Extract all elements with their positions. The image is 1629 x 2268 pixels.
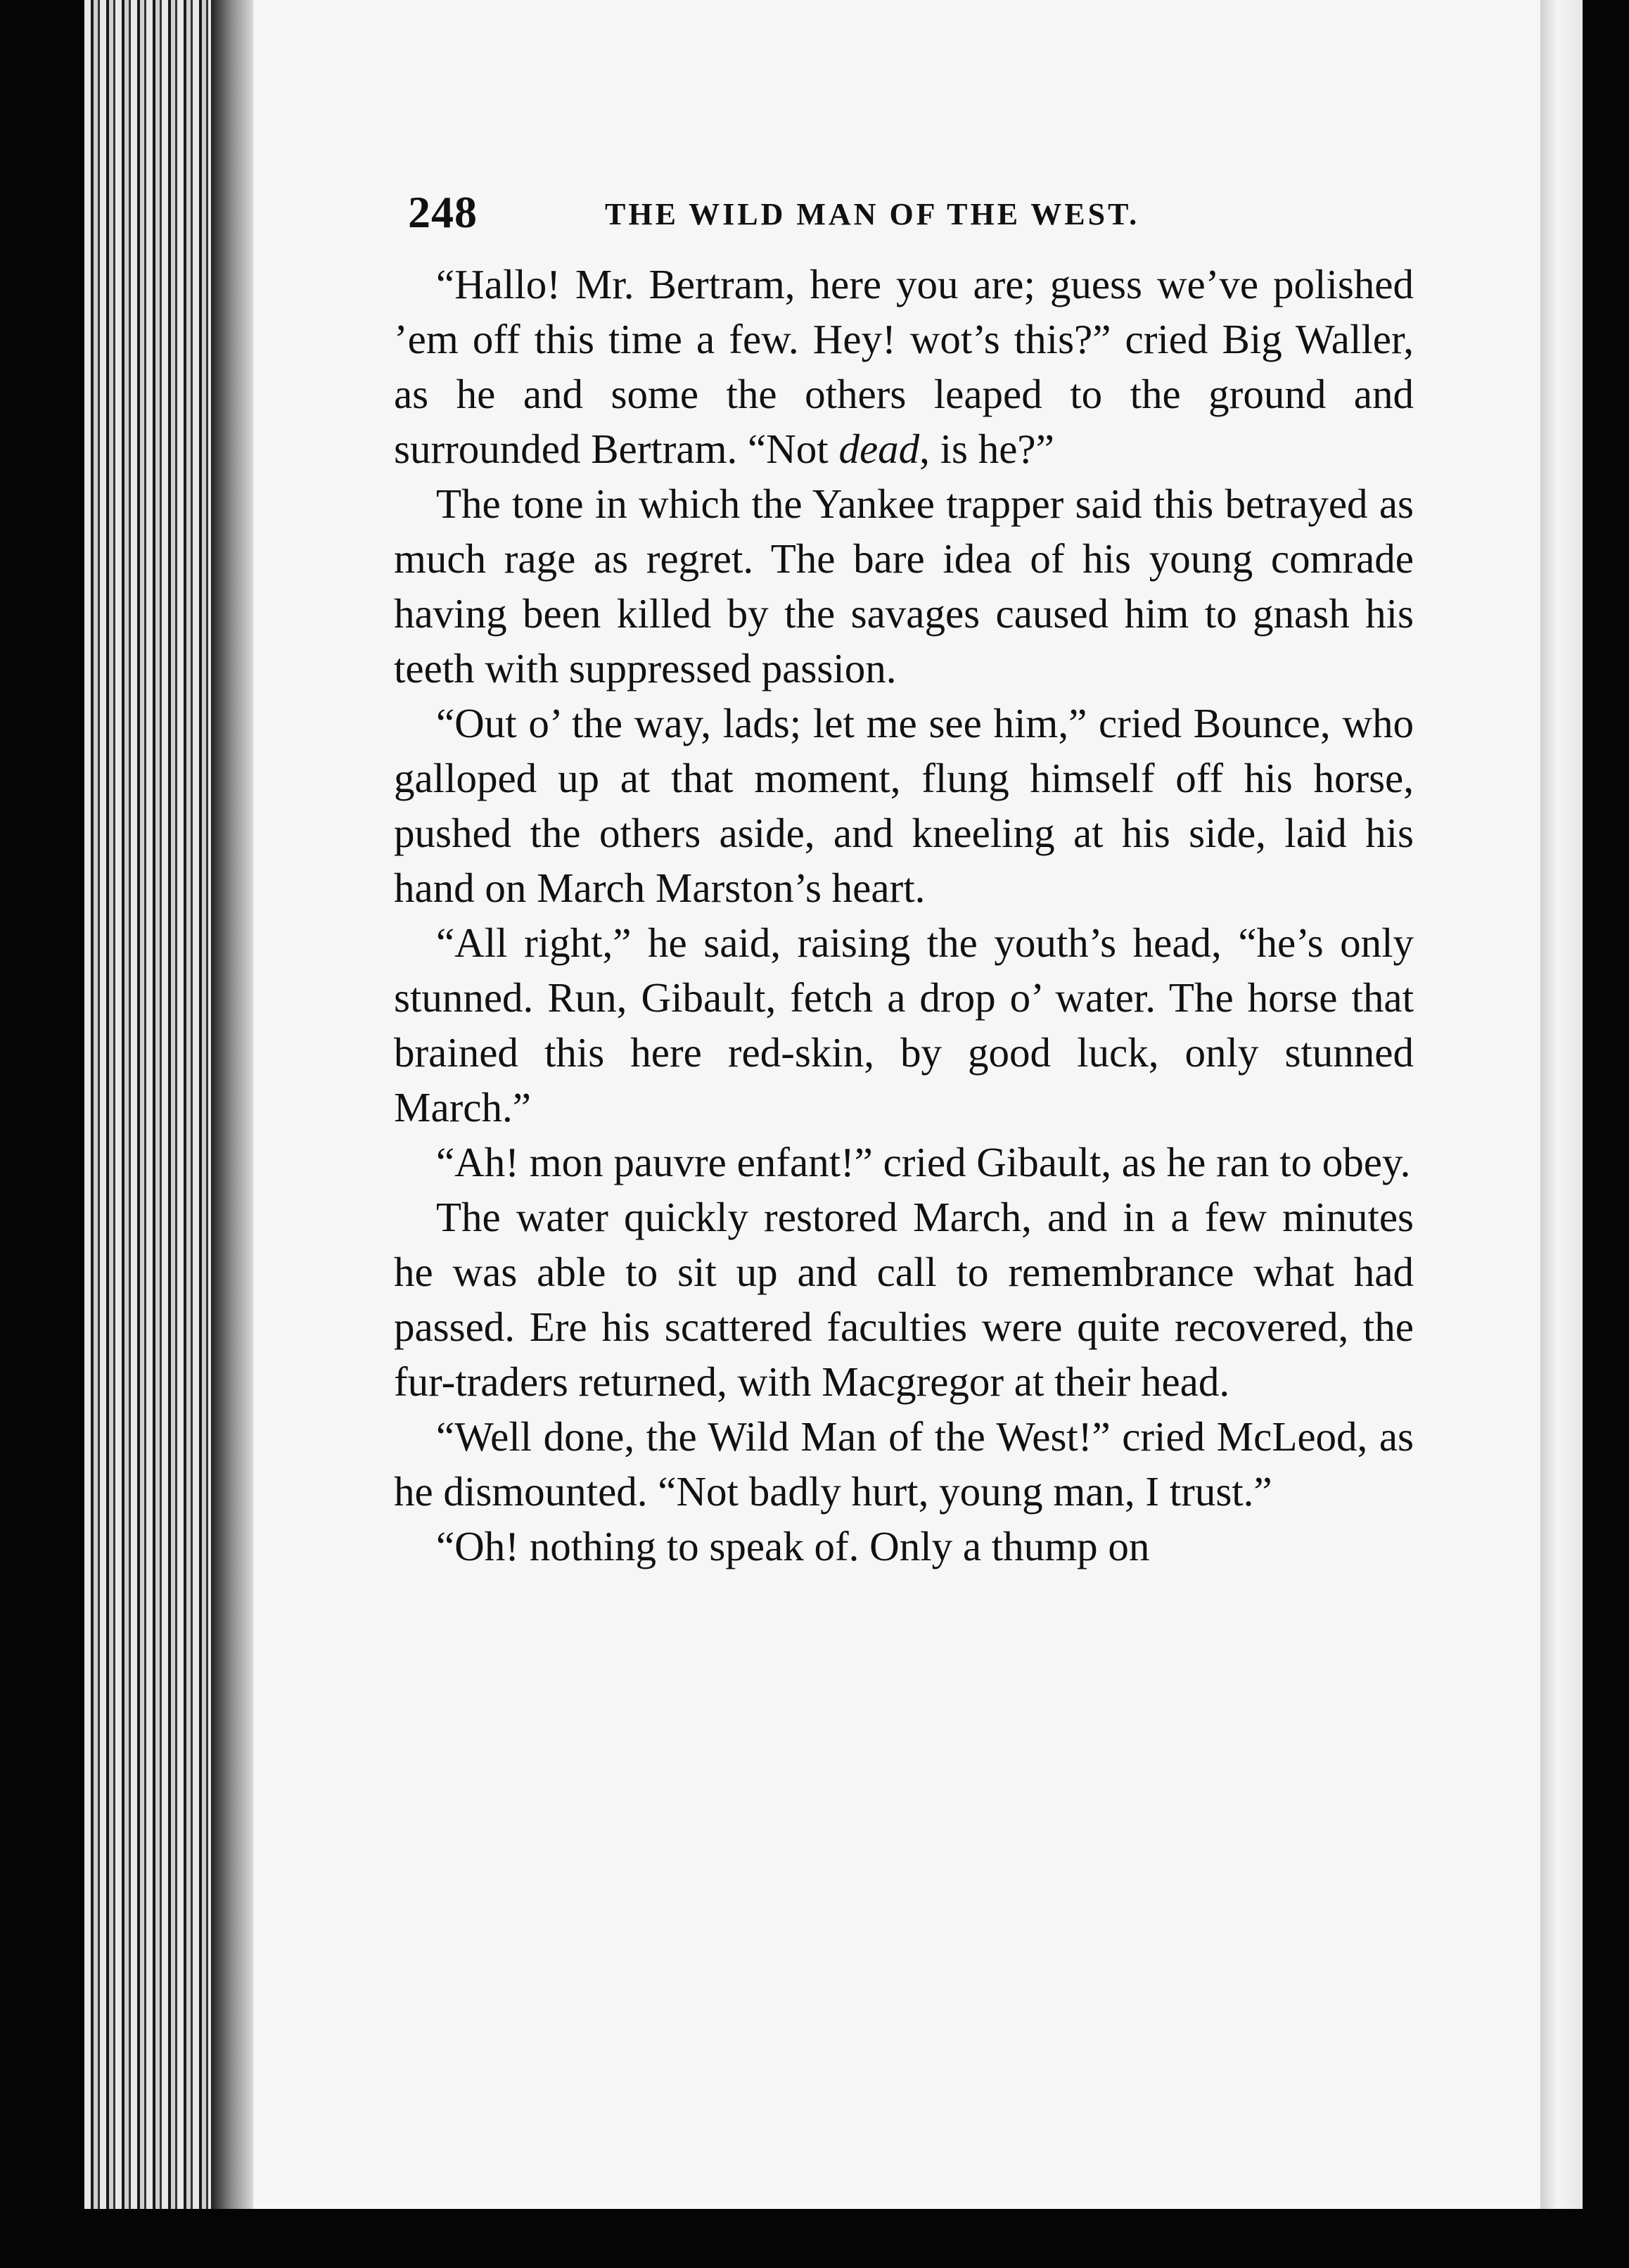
paragraph-text: “Hallo! Mr. Bertram, here you are; guess we’ve polished ’em off this time a few. Hey! wot’s this?” cried Big Waller, as he and some the others leaped to the ground and surrounded Bertram. “Not (394, 261, 1414, 472)
paragraph: “Ah! mon pauvre enfant!” cried Gibault, as he ran to obey. (436, 1139, 1411, 1185)
paragraph (394, 257, 1414, 476)
page-number: 248 (408, 187, 478, 237)
emphasis-text: dead (838, 426, 920, 472)
page-text-block (394, 179, 1414, 1574)
paragraph: “Out o’ the way, lads; let me see him,” cried Bounce, who galloped up at that moment, flung himself off his horse, pushed the others aside, and kneeling at his side, laid his hand on March Marston’s heart. (394, 700, 1414, 911)
page-right-edge (1540, 0, 1583, 2268)
paragraph: “Well done, the Wild Man of the West!” cried McLeod, as he dismounted. “Not badly hurt, young man, I trust.” (394, 1413, 1414, 1515)
paragraph: The tone in which the Yankee trapper said this betrayed as much rage as regret. The bare idea of his young comrade having been killed by the savages caused him to gnash his teeth with suppressed passion. (394, 480, 1414, 692)
running-title: THE WILD MAN OF THE WEST. (605, 197, 1140, 231)
paragraph: “Oh! nothing to speak of. Only a thump on (436, 1523, 1150, 1569)
paragraph: “All right,” he said, raising the youth’s head, “he’s only stunned. Run, Gibault, fetch a drop o’ water. The horse that brained this here red-skin, by good luck, only stunned March.” (394, 919, 1414, 1130)
paragraph-text: , is he?” (919, 426, 1054, 472)
paragraph: The water quickly restored March, and in a few minutes he was able to sit up and call to remembrance what had passed. Ere his scattered faculties were quite recovered, the fur-traders returned, with Macgregor at their head. (394, 1194, 1414, 1405)
scan-right-border (1591, 0, 1629, 2268)
scan-bottom-border (0, 2209, 1629, 2268)
running-head (394, 179, 1414, 257)
